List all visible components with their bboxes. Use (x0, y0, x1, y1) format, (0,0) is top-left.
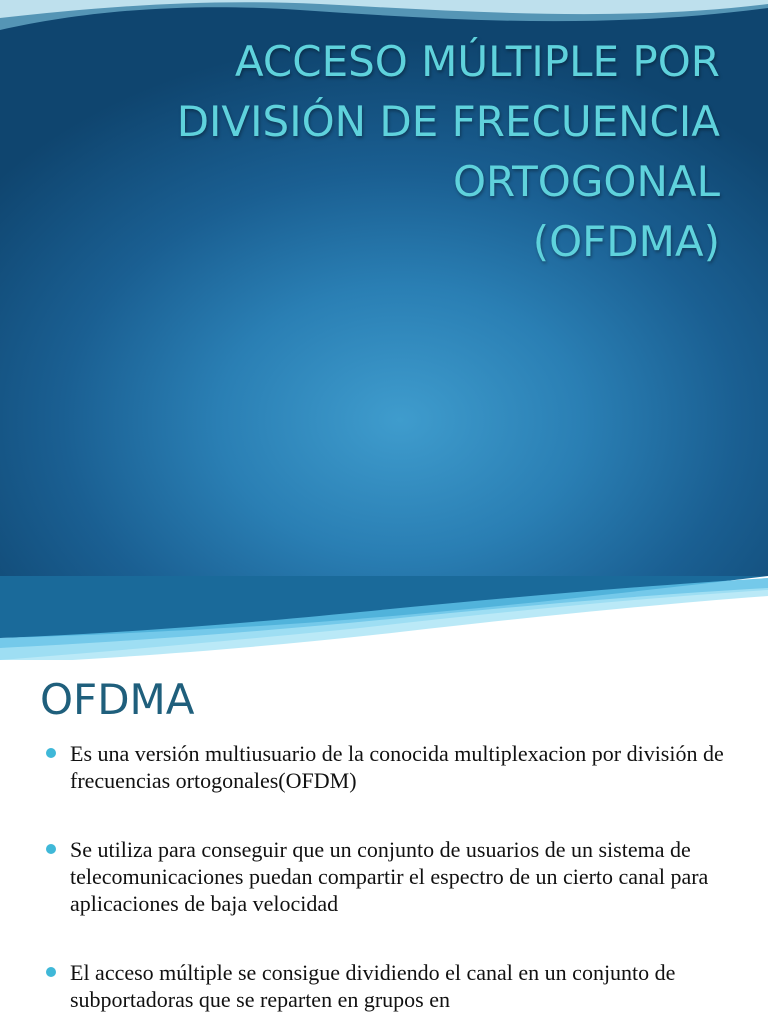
title-line: ACCESO MÚLTIPLE POR (234, 37, 720, 86)
bullet-icon (46, 844, 56, 854)
bullet-icon (46, 967, 56, 977)
title-line: DIVISIÓN DE FRECUENCIA (176, 97, 720, 146)
list-item (46, 959, 736, 1013)
bullet-text: El acceso múltiple se consigue dividiendo el canal en un conjunto de subportadoras que se reparten en grupos en (70, 960, 676, 1012)
bullet-text: Es una versión multiusuario de la conocida multiplexacion por división de frecuencias ortogonales(OFDM) (70, 741, 724, 793)
title-line: (OFDMA) (532, 217, 720, 266)
bullet-list (46, 740, 736, 1024)
slide-title (40, 32, 720, 272)
divider-wave-decoration (0, 576, 768, 666)
list-item (46, 740, 736, 794)
title-line: ORTOGONAL (452, 157, 720, 206)
list-item (46, 836, 736, 917)
bullet-icon (46, 748, 56, 758)
content-slide (0, 660, 768, 1024)
slide-heading: OFDMA (40, 675, 195, 724)
bullet-text: Se utiliza para conseguir que un conjunto de usuarios de un sistema de telecomunicaciones puedan compartir el espectro de un cierto canal para aplicaciones de baja velocidad (70, 837, 709, 916)
